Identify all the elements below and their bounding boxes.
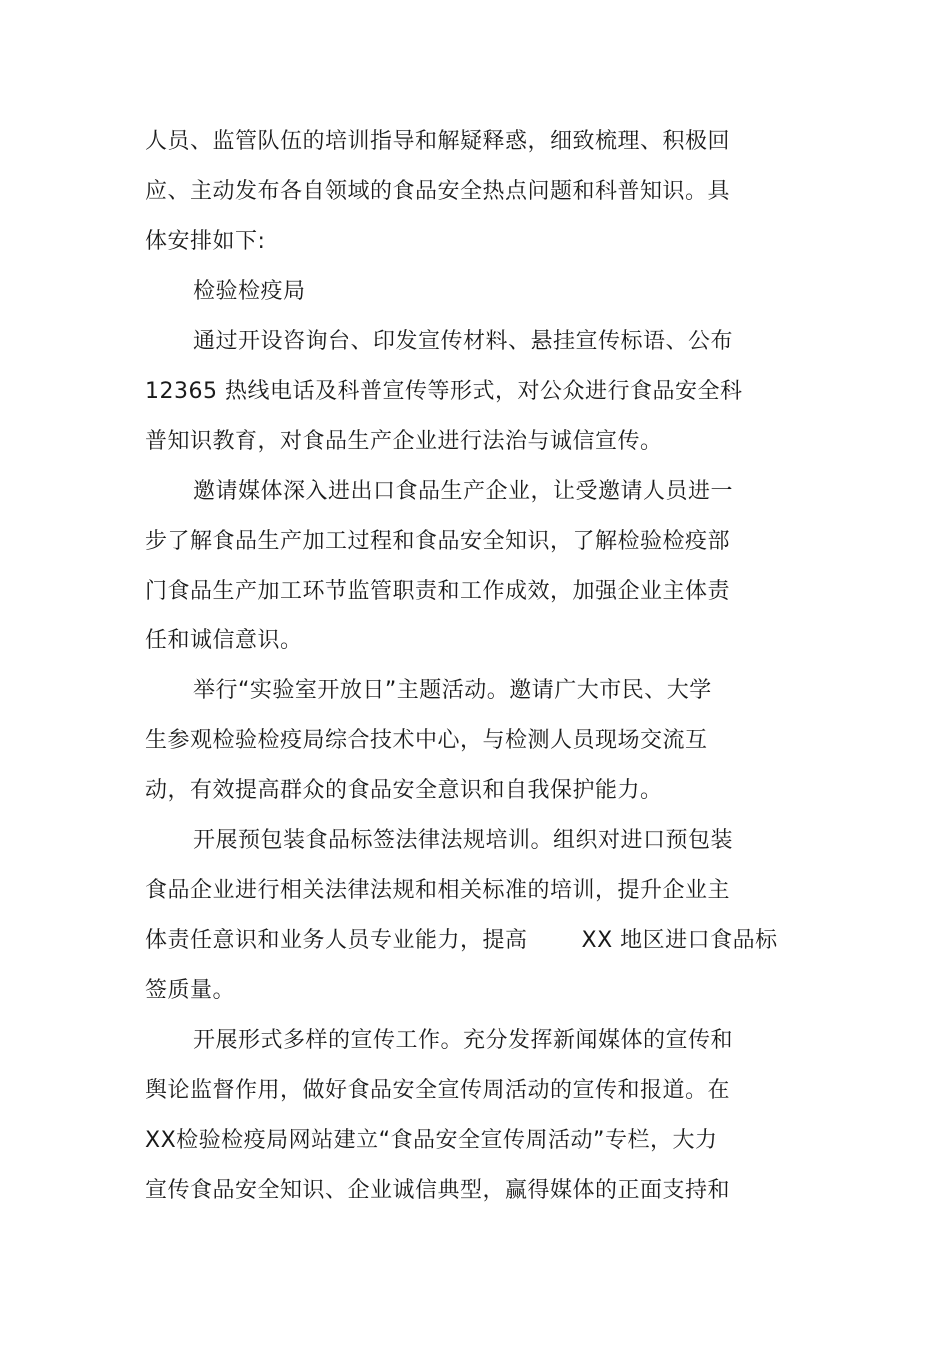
paragraph-line: 签质量。 bbox=[145, 978, 236, 1003]
paragraph-line: 门食品生产加工环节监管职责和工作成效，加强企业主体责 bbox=[145, 579, 731, 604]
paragraph-line: 应、主动发布各自领域的食品安全热点问题和科普知识。具 bbox=[145, 179, 731, 204]
paragraph-line: 食品企业进行相关法律法规和相关标准的培训，提升企业主 bbox=[145, 878, 731, 903]
paragraph-line: 普知识教育，对食品生产企业进行法治与诚信宣传。 bbox=[145, 429, 663, 454]
paragraph-line: 生参观检验检疫局综合技术中心，与检测人员现场交流互 bbox=[145, 728, 708, 753]
paragraph-line-part: XX 地区进口食品标 bbox=[581, 928, 778, 953]
paragraph-line: 人员、监管队伍的培训指导和解疑释惑，细致梳理、积极回 bbox=[145, 129, 731, 154]
paragraph-line: 任和诚信意识。 bbox=[145, 628, 303, 653]
paragraph-line: 开展形式多样的宣传工作。充分发挥新闻媒体的宣传和 bbox=[193, 1028, 734, 1053]
paragraph-line: 宣传食品安全知识、企业诚信典型，赢得媒体的正面支持和 bbox=[145, 1178, 731, 1203]
paragraph-line: 舆论监督作用，做好食品安全宣传周活动的宣传和报道。在 bbox=[145, 1078, 731, 1103]
paragraph-line: 邀请媒体深入进出口食品生产企业，让受邀请人员进一 bbox=[193, 479, 734, 504]
paragraph-line: 步了解食品生产加工过程和食品安全知识，了解检验检疫部 bbox=[145, 529, 731, 554]
paragraph-line bbox=[145, 926, 778, 956]
paragraph-line: 举行“实验室开放日”主题活动。邀请广大市民、大学 bbox=[193, 678, 712, 703]
paragraph-line: 体安排如下: bbox=[145, 229, 266, 254]
section-heading: 检验检疫局 bbox=[193, 279, 306, 304]
paragraph-line-part: 体责任意识和业务人员专业能力，提高 bbox=[145, 928, 528, 953]
paragraph-line: XX检验检疫局网站建立“食品安全宣传周活动”专栏，大力 bbox=[145, 1128, 718, 1153]
paragraph-line: 12365 热线电话及科普宣传等形式，对公众进行食品安全科 bbox=[145, 379, 743, 404]
paragraph-line: 动，有效提高群众的食品安全意识和自我保护能力。 bbox=[145, 778, 663, 803]
paragraph-line: 通过开设咨询台、印发宣传材料、悬挂宣传标语、公布 bbox=[193, 329, 734, 354]
paragraph-line: 开展预包装食品标签法律法规培训。组织对进口预包装 bbox=[193, 828, 734, 853]
